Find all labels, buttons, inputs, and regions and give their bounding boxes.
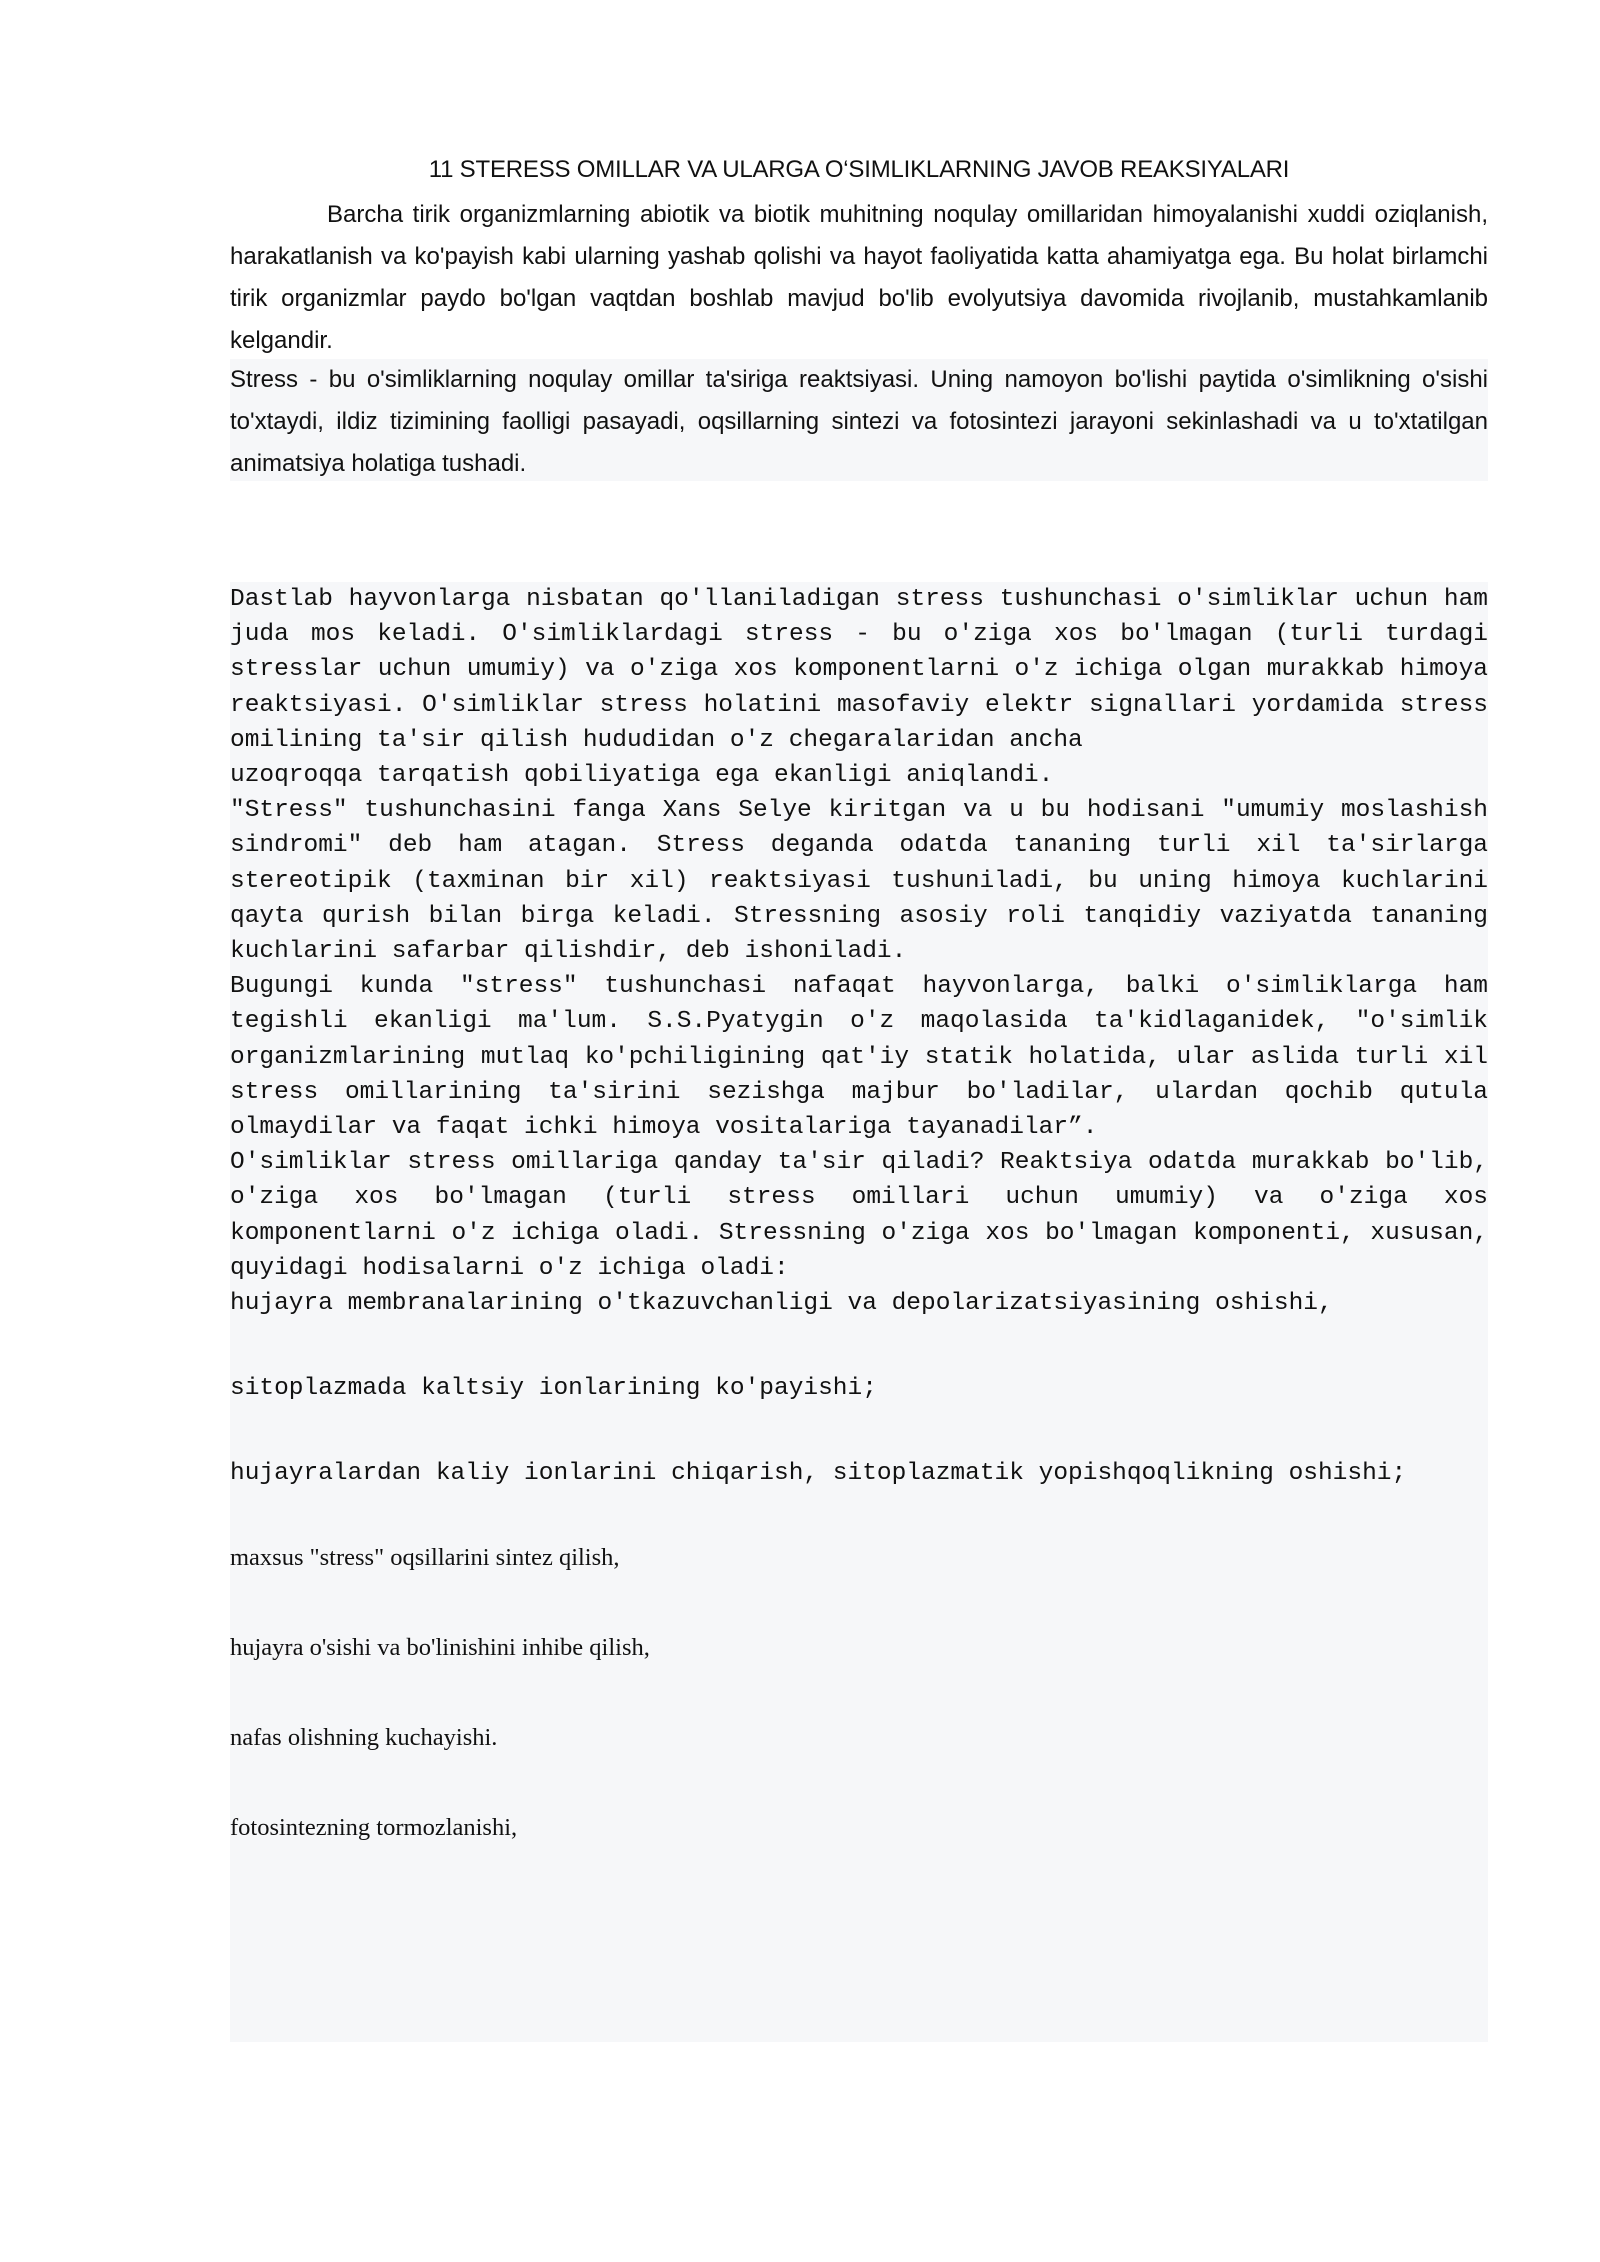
list-item: hujayra membranalarining o'tkazuvchanligi va depolarizatsiyasining oshishi, — [230, 1290, 1333, 1318]
spacer — [230, 1665, 1488, 1720]
list-item: hujayra o'sishi va bo'linishini inhibe qilish, — [230, 1633, 650, 1661]
intro-paragraph: Barcha tirik organizmlarning abiotik va biotik muhitning noqulay omillaridan himoyalanishi xuddi oziqlanish, harakatlanish va ko'payish kabi ularning yashab qolishi va hayot faoliyatida katta ahamiyatga ega. Bu holat birlamchi tirik organizmlar paydo bo'lgan vaqtdan boshlab mavjud bo'lib evolyutsiya davomida rivojlanib, mustahkamlanib kelgandir. — [230, 201, 1488, 354]
list-item: hujayralardan kaliy ionlarini chiqarish, sitoplazmatik yopishqoqlikning oshishi; — [230, 1460, 1407, 1488]
spacer — [230, 1406, 1488, 1456]
mono-paragraph-1: Dastlab hayvonlarga nisbatan qo'llaniladigan stress tushunchasi o'simliklar uchun ham juda mos keladi. O'simliklardagi stress - bu o'ziga xos bo'lmagan (turli turdagi stresslar uchun umumiy) va o'ziga xos komponentlarni o'z ichiga olgan murakkab himoya reaktsiyasi. O'simliklar stress holatini masofaviy elektr signallari yordamida stress omilining ta'sir qilish hududidan o'z chegaralaridan ancha — [230, 586, 1488, 754]
spacer — [230, 1575, 1488, 1630]
mono-paragraph-3: "Stress" tushunchasini fanga Xans Selye kiritgan va u bu hodisani "umumiy moslashish sindromi" deb ham atagan. Stress deganda odatda tananing turli xil ta'sirlarga stereotipik (taxminan bir xil) reaktsiyasi tushuniladi, bu uning himoya kuchlarini qayta qurish bilan birga keladi. Stressning asosiy roli tanqidiy vaziyatda tananing kuchlarini safarbar qilishdir, deb ishoniladi. — [230, 797, 1488, 966]
spacer — [230, 1321, 1488, 1371]
mono-paragraph-4: Bugungi kunda "stress" tushunchasi nafaqat hayvonlarga, balki o'simliklarga ham tegishli ekanligi ma'lum. S.S.Pyatygin o'z maqolasida ta'kidlaganidek, "o'simlik organizmlarining mutlaq ko'pchiligining qat'iy statik holatida, ular aslida turli xil stress omillarining ta'sirini sezishga majbur bo'ladilar, ulardan qochib qutula olmaydilar va faqat ichki himoya vositalariga tayanadilar”. — [230, 973, 1488, 1142]
spacer — [230, 1755, 1488, 1810]
list-item: nafas olishning kuchayishi. — [230, 1724, 498, 1752]
list-item: sitoplazmada kaltsiy ionlarining ko'payishi; — [230, 1375, 877, 1403]
stress-definition-paragraph: Stress - bu o'simliklarning noqulay omillar ta'siriga reaktsiyasi. Uning namoyon bo'lishi paytida o'simlikning o'sishi to'xtaydi, ildiz tizimining faolligi pasayadi, oqsillarning sintezi va fotosintezi jarayoni sekinlashadi va u to'xtatilgan animatsiya holatiga tushadi. — [230, 359, 1488, 481]
stress-details-section — [230, 582, 1488, 2042]
list-item: maxsus "stress" oqsillarini sintez qilish, — [230, 1543, 620, 1571]
mono-paragraph-2: uzoqroqqa tarqatish qobiliyatiga ega ekanligi aniqlandi. — [230, 762, 1054, 790]
spacer — [230, 1492, 1488, 1540]
list-item: fotosintezning tormozlanishi, — [230, 1814, 518, 1842]
document-title: 11 STERESS OMILLAR VA ULARGA O‘SIMLIKLARNING JAVOB REAKSIYALARI — [428, 156, 1290, 183]
mono-paragraph-5: O'simliklar stress omillariga qanday ta'sir qiladi? Reaktsiya odatda murakkab bo'lib, o'ziga xos bo'lmagan (turli stress omillari uchun umumiy) va o'ziga xos komponentlarni o'z ichiga oladi. Stressning o'ziga xos bo'lmagan komponenti, xususan, quyidagi hodisalarni o'z ichiga oladi: — [230, 1149, 1488, 1282]
